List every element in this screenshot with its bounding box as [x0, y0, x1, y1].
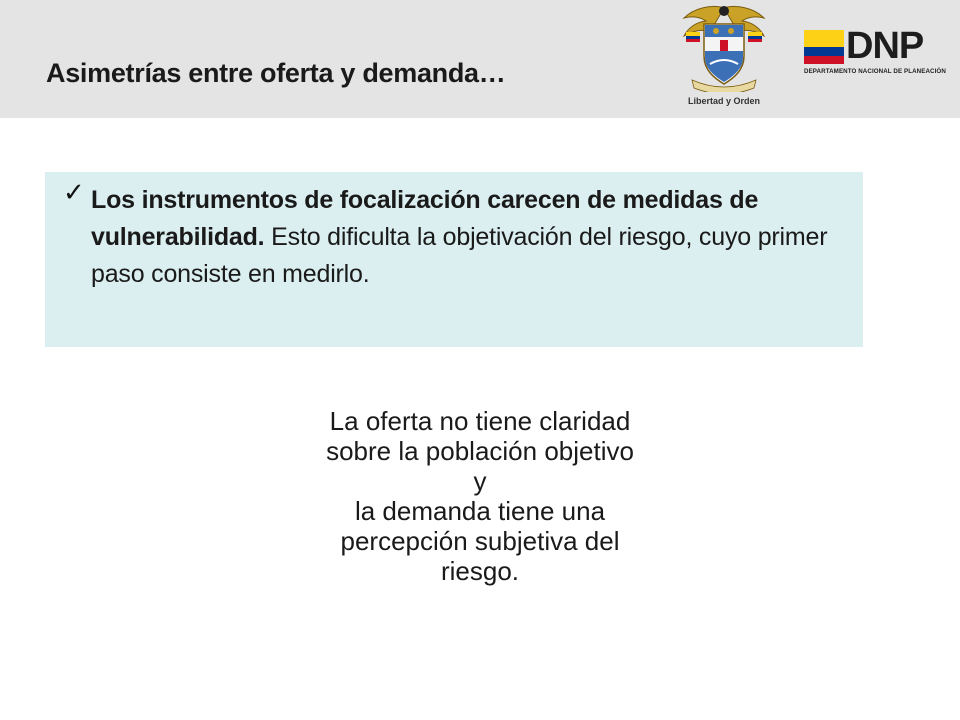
statement-paragraph	[200, 406, 760, 586]
bullet-normal-text: Esto dificulta la objetivación del riesgo, cuyo primer paso consiste en medirlo.	[91, 223, 828, 288]
statement-line: la demanda tiene una	[354, 496, 606, 526]
statement-line: y	[473, 466, 487, 496]
colombia-coat-of-arms-icon	[674, 2, 774, 92]
checkmark-icon: ✓	[63, 178, 85, 208]
bullet-paragraph	[91, 182, 831, 293]
statement-line: La oferta no tiene claridad	[329, 406, 631, 436]
statement-line: riesgo.	[440, 556, 520, 586]
statement-line: percepción subjetiva del	[340, 526, 620, 556]
page-title: Asimetrías entre oferta y demanda…	[46, 58, 506, 88]
colombia-flag-icon	[804, 30, 844, 64]
highlight-box	[45, 172, 863, 347]
bullet-bold-text: Los instrumentos de focalización carecen de medidas de vulnerabilidad.	[91, 186, 759, 251]
logo-name: DNP	[846, 25, 924, 67]
statement-line: sobre la población objetivo	[326, 436, 634, 466]
dnp-logo	[804, 25, 954, 78]
header-bar	[0, 0, 960, 118]
coat-of-arms-seal	[668, 2, 780, 114]
logo-subtitle: DEPARTAMENTO NACIONAL DE PLANEACIÓN	[804, 68, 946, 75]
seal-motto: Libertad y Orden	[687, 96, 760, 106]
